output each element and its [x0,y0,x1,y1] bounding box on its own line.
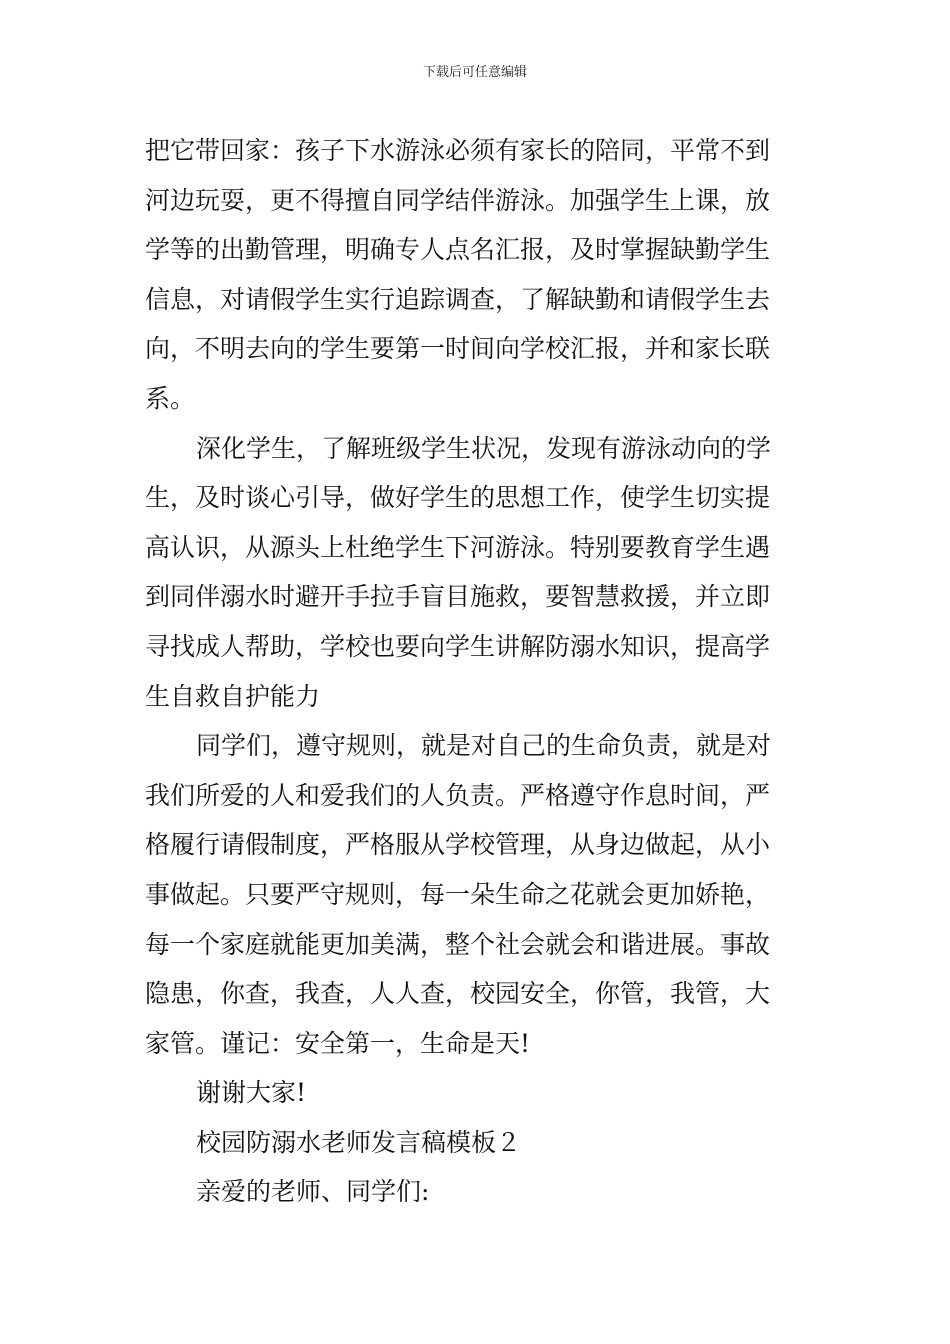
paragraph-start-line: 同学们，遵守规则，就是对自己的生命负责，就是对 [196,731,772,761]
salutation: 亲爱的老师、同学们: [196,1177,430,1207]
page-header: 下载后可任意编辑 [422,65,527,80]
text-line: 隐患，你查，我查，人人查，校园安全，你管，我管，大 [145,979,771,1009]
text-line: 把它带回家：孩子下水游泳必须有家长的陪同，平常不到 [145,136,771,165]
text-line: 到同伴溺水时避开手拉手盲目施救，要智慧救援，并立即 [145,582,771,612]
text-line: 生自救自护能力 [145,681,321,711]
text-line: 家管。谨记：安全第一，生命是天! [145,1028,531,1058]
text-line: 生，及时谈心引导，做好学生的思想工作，使学生切实提 [145,483,771,513]
text-line: 信息，对请假学生实行追踪调查，了解缺勤和请假学生去 [145,284,771,314]
paragraph-start-line: 深化学生，了解班级学生状况，发现有游泳动向的学 [196,433,772,463]
closing-thanks: 谢谢大家! [196,1078,307,1108]
text-line: 高认识，从源头上杜绝学生下河游泳。特别要教育学生遇 [145,532,771,562]
text-line: 我们所爱的人和爱我们的人负责。严格遵守作息时间，严 [145,780,771,810]
text-line: 河边玩耍，更不得擅自同学结伴游泳。加强学生上课，放 [145,185,771,215]
text-line: 学等的出勤管理，明确专人点名汇报，及时掌握缺勤学生 [145,235,771,265]
text-line: 寻找成人帮助，学校也要向学生讲解防溺水知识，提高学 [145,631,771,661]
text-line: 每一个家庭就能更加美满，整个社会就会和谐进展。事故 [145,929,771,959]
section-title: 校园防溺水老师发言稿模板２ [196,1127,522,1157]
text-line: 向，不明去向的学生要第一时间向学校汇报，并和家长联 [145,334,771,364]
text-line: 系。 [145,383,196,413]
document-body [145,126,810,1217]
text-line: 事做起。只要严守规则，每一朵生命之花就会更加娇艳， [145,879,771,909]
text-line: 格履行请假制度，严格服从学校管理，从身边做起，从小 [145,830,771,860]
